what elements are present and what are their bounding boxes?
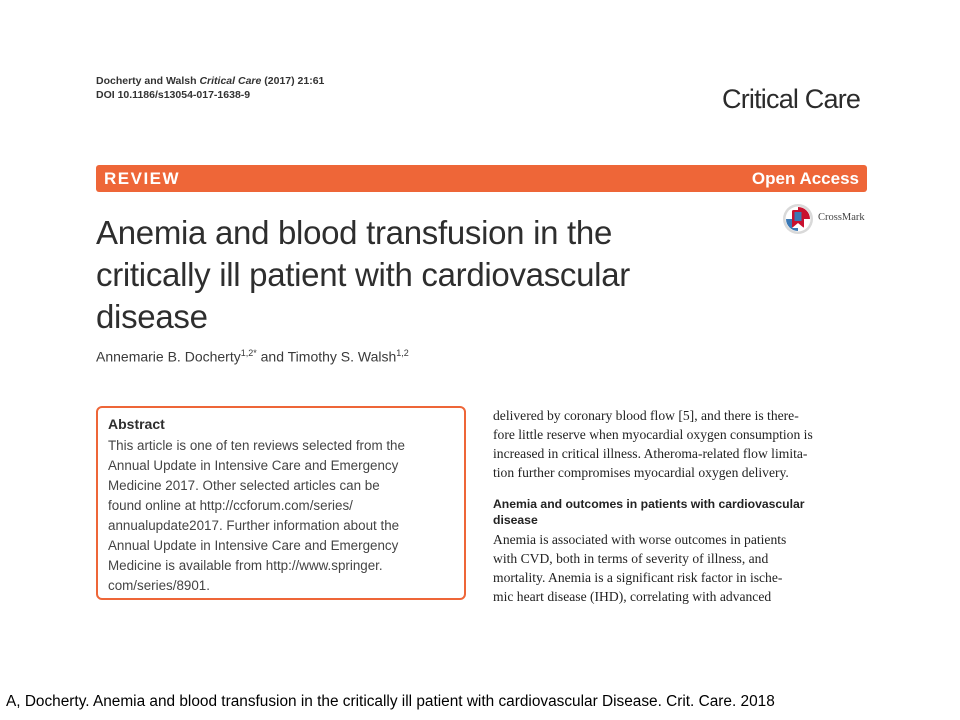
body-paragraph [493,530,869,606]
abstract-line: This article is one of ten reviews selected from the [108,438,405,453]
journal-logo: Critical Care [722,84,861,114]
author-name[interactable]: Annemarie B. Docherty [96,348,241,365]
body-line: tion further compromises myocardial oxygen delivery. [493,465,789,480]
author-affiliation: 1,2 [396,348,409,358]
doi-line: DOI 10.1186/s13054-017-1638-9 [96,89,251,101]
abstract-line[interactable]: Medicine is available from http://www.springer. [108,558,383,573]
open-access-label: Open Access [751,169,859,188]
citation-journal: Critical Care [199,75,262,87]
title-line: critically ill patient with cardiovascular [96,256,630,293]
abstract-line: Annual Update in Intensive Care and Emergency [108,458,399,473]
article-title [96,212,736,338]
author-list [96,348,409,365]
body-line: delivered by coronary blood flow [5], and there is there- [493,408,799,423]
abstract-line: Annual Update in Intensive Care and Emergency [108,538,399,553]
abstract-line[interactable]: found online at http://ccforum.com/series/ [108,498,353,513]
citation-line [96,74,324,89]
abstract-box [96,406,466,600]
section-heading-line: disease [493,513,538,527]
title-line: Anemia and blood transfusion in the [96,214,613,251]
body-line: increased in critical illness. Atheroma-related flow limita- [493,446,808,461]
citation-year-volume: (2017) 21:61 [264,75,325,87]
review-banner [96,165,867,192]
title-line: disease [96,298,208,335]
abstract-heading: Abstract [108,416,165,432]
author-separator: and [256,348,288,365]
body-line: with CVD, both in terms of severity of illness, and [493,551,769,566]
abstract-line[interactable]: annualupdate2017. Further information about the [108,518,400,533]
section-heading [493,496,869,528]
citation-authors: Docherty and Walsh [96,75,197,87]
body-column [493,406,869,609]
crossmark-badge[interactable] [782,202,882,236]
body-line: Anemia is associated with worse outcomes in patients [493,532,787,547]
body-line: fore little reserve when myocardial oxygen consumption is [493,427,813,442]
body-line: mic heart disease (IHD), correlating with advanced [493,589,772,604]
crossmark-icon [782,202,814,236]
body-paragraph [493,406,869,482]
section-heading-line: Anemia and outcomes in patients with cardiovascular [493,497,805,511]
body-line: mortality. Anemia is a significant risk factor in ische- [493,570,783,585]
crossmark-label: CrossMark [818,212,865,223]
abstract-text [108,436,464,596]
author-name[interactable]: Timothy S. Walsh [287,348,397,365]
article-type-label: REVIEW [104,169,181,188]
slide-caption: A, Docherty. Anemia and blood transfusion in the critically ill patient with cardiovascular Disease. Crit. Care. 2018 [6,693,775,710]
abstract-line[interactable]: com/series/8901. [108,578,210,593]
abstract-line: Medicine 2017. Other selected articles can be [108,478,380,493]
author-affiliation: 1,2* [240,348,257,358]
